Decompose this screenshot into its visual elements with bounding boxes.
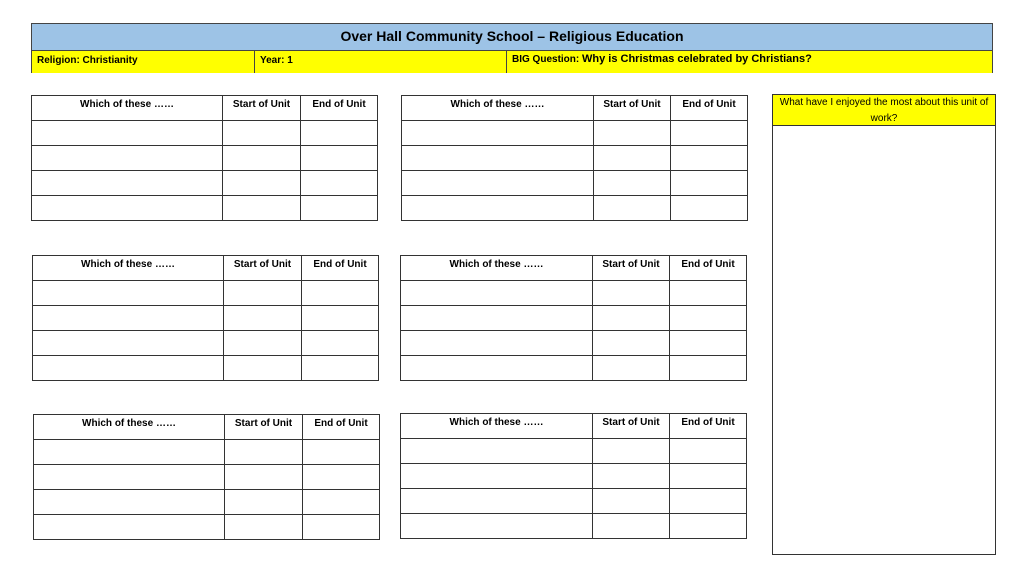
end-header: End of Unit	[671, 96, 748, 121]
end-cell[interactable]	[670, 306, 747, 331]
table-header-row	[402, 96, 748, 121]
table-row	[34, 490, 380, 515]
start-cell[interactable]	[223, 171, 301, 196]
worksheet-title: Over Hall Community School – Religious Education	[32, 24, 992, 51]
start-cell[interactable]	[223, 121, 301, 146]
end-cell[interactable]	[670, 281, 747, 306]
table-row	[401, 331, 747, 356]
item-cell[interactable]	[402, 171, 594, 196]
end-cell[interactable]	[670, 356, 747, 381]
end-cell[interactable]	[670, 514, 747, 539]
start-cell[interactable]	[224, 331, 302, 356]
item-cell[interactable]	[34, 515, 225, 540]
big-question-label: BIG Question:	[512, 54, 580, 65]
item-cell[interactable]	[401, 306, 593, 331]
table-row	[32, 171, 378, 196]
enjoyed-most-answer-area[interactable]	[773, 126, 995, 554]
start-cell[interactable]	[594, 196, 671, 221]
item-cell[interactable]	[402, 196, 594, 221]
item-cell[interactable]	[401, 356, 593, 381]
item-cell[interactable]	[34, 490, 225, 515]
item-cell[interactable]	[402, 121, 594, 146]
start-header: Start of Unit	[593, 414, 670, 439]
which-header: Which of these ……	[34, 415, 225, 440]
table-row	[401, 356, 747, 381]
start-header: Start of Unit	[224, 256, 302, 281]
table-row	[401, 489, 747, 514]
table-row	[34, 515, 380, 540]
item-cell[interactable]	[33, 306, 224, 331]
start-cell[interactable]	[593, 306, 670, 331]
end-header: End of Unit	[670, 256, 747, 281]
worksheet-header	[31, 23, 993, 73]
table-row	[402, 121, 748, 146]
end-cell[interactable]	[671, 121, 748, 146]
item-cell[interactable]	[32, 171, 223, 196]
table-row	[402, 196, 748, 221]
enjoyed-most-heading: What have I enjoyed the most about this unit of work?	[773, 95, 995, 126]
item-cell[interactable]	[401, 331, 593, 356]
item-cell[interactable]	[34, 465, 225, 490]
end-cell[interactable]	[670, 439, 747, 464]
start-cell[interactable]	[593, 356, 670, 381]
table-row	[32, 121, 378, 146]
start-cell[interactable]	[225, 490, 303, 515]
item-cell[interactable]	[32, 121, 223, 146]
item-cell[interactable]	[401, 281, 593, 306]
item-cell[interactable]	[401, 489, 593, 514]
end-cell[interactable]	[303, 465, 380, 490]
end-cell[interactable]	[302, 356, 379, 381]
big-question-value: Why is Christmas celebrated by Christians?	[582, 53, 812, 65]
table-row	[402, 146, 748, 171]
table-row	[401, 464, 747, 489]
table-row	[33, 356, 379, 381]
start-cell[interactable]	[594, 146, 671, 171]
end-cell[interactable]	[302, 331, 379, 356]
start-cell[interactable]	[593, 489, 670, 514]
end-cell[interactable]	[301, 196, 378, 221]
header-info-row	[32, 51, 992, 73]
assessment-table-4	[400, 255, 747, 381]
start-cell[interactable]	[225, 440, 303, 465]
end-header: End of Unit	[670, 414, 747, 439]
end-header: End of Unit	[302, 256, 379, 281]
table-row	[33, 331, 379, 356]
big-question-cell	[507, 51, 992, 73]
which-header: Which of these ……	[32, 96, 223, 121]
end-cell[interactable]	[670, 489, 747, 514]
year-cell: Year: 1	[255, 51, 507, 73]
table-row	[401, 514, 747, 539]
item-cell[interactable]	[402, 146, 594, 171]
item-cell[interactable]	[32, 146, 223, 171]
table-row	[401, 306, 747, 331]
start-cell[interactable]	[223, 196, 301, 221]
start-cell[interactable]	[223, 146, 301, 171]
which-header: Which of these ……	[401, 256, 593, 281]
end-cell[interactable]	[301, 146, 378, 171]
start-header: Start of Unit	[223, 96, 301, 121]
which-header: Which of these ……	[402, 96, 594, 121]
start-cell[interactable]	[225, 465, 303, 490]
end-cell[interactable]	[671, 146, 748, 171]
table-header-row	[34, 415, 380, 440]
start-cell[interactable]	[224, 281, 302, 306]
end-cell[interactable]	[302, 306, 379, 331]
item-cell[interactable]	[32, 196, 223, 221]
start-cell[interactable]	[593, 281, 670, 306]
table-header-row	[32, 96, 378, 121]
start-cell[interactable]	[224, 306, 302, 331]
assessment-table-5	[33, 414, 380, 540]
table-header-row	[33, 256, 379, 281]
end-cell[interactable]	[303, 490, 380, 515]
item-cell[interactable]	[33, 356, 224, 381]
end-cell[interactable]	[301, 121, 378, 146]
enjoyed-most-box	[772, 94, 996, 555]
table-header-row	[401, 414, 747, 439]
start-header: Start of Unit	[225, 415, 303, 440]
start-cell[interactable]	[594, 171, 671, 196]
religion-cell: Religion: Christianity	[32, 51, 255, 73]
which-header: Which of these ……	[33, 256, 224, 281]
table-row	[402, 171, 748, 196]
end-cell[interactable]	[670, 331, 747, 356]
assessment-table-6	[400, 413, 747, 539]
end-cell[interactable]	[671, 171, 748, 196]
end-cell[interactable]	[671, 196, 748, 221]
table-header-row	[401, 256, 747, 281]
table-row	[32, 196, 378, 221]
table-row	[401, 281, 747, 306]
table-row	[401, 439, 747, 464]
assessment-table-3	[32, 255, 379, 381]
end-header: End of Unit	[303, 415, 380, 440]
end-header: End of Unit	[301, 96, 378, 121]
end-cell[interactable]	[670, 464, 747, 489]
table-row	[32, 146, 378, 171]
which-header: Which of these ……	[401, 414, 593, 439]
table-row	[34, 465, 380, 490]
start-cell[interactable]	[224, 356, 302, 381]
table-row	[33, 281, 379, 306]
start-cell[interactable]	[593, 464, 670, 489]
start-header: Start of Unit	[594, 96, 671, 121]
item-cell[interactable]	[33, 281, 224, 306]
item-cell[interactable]	[401, 464, 593, 489]
start-cell[interactable]	[593, 514, 670, 539]
start-cell[interactable]	[593, 331, 670, 356]
item-cell[interactable]	[401, 439, 593, 464]
start-cell[interactable]	[594, 121, 671, 146]
table-row	[33, 306, 379, 331]
assessment-table-2	[401, 95, 748, 221]
item-cell[interactable]	[34, 440, 225, 465]
start-cell[interactable]	[593, 439, 670, 464]
start-header: Start of Unit	[593, 256, 670, 281]
assessment-table-1	[31, 95, 378, 221]
table-row	[34, 440, 380, 465]
end-cell[interactable]	[301, 171, 378, 196]
item-cell[interactable]	[33, 331, 224, 356]
item-cell[interactable]	[401, 514, 593, 539]
end-cell[interactable]	[303, 515, 380, 540]
start-cell[interactable]	[225, 515, 303, 540]
end-cell[interactable]	[303, 440, 380, 465]
end-cell[interactable]	[302, 281, 379, 306]
